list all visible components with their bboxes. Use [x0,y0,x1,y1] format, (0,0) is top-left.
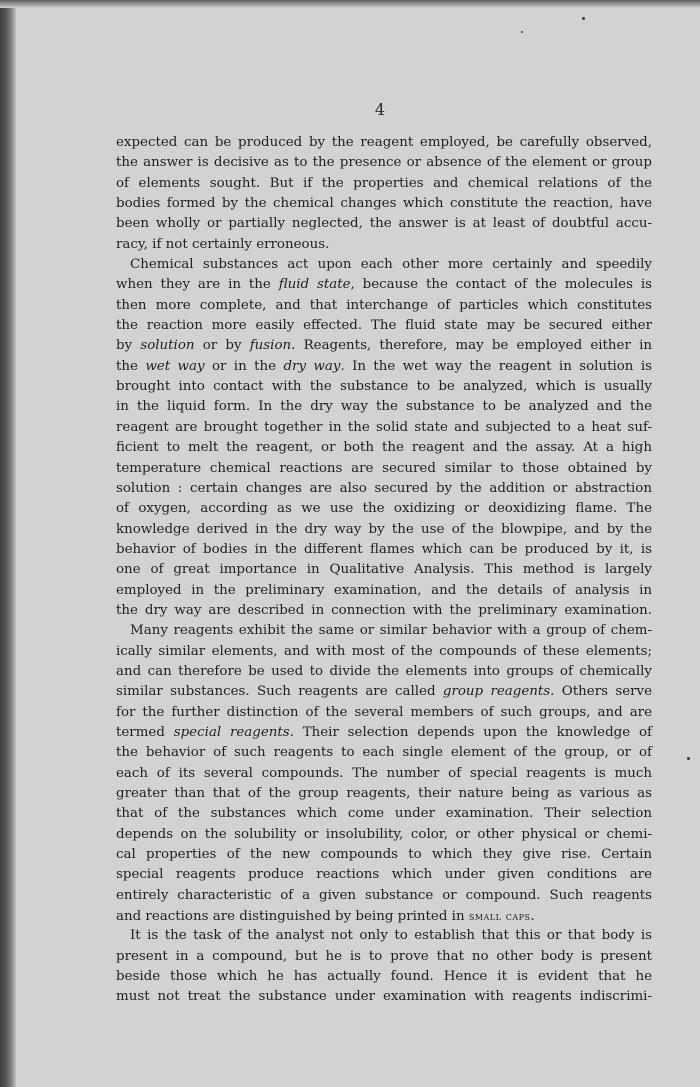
text-line: similar substances. Such reagents are called group reagents. Others serve [116,684,653,700]
text-line: one of great importance in Qualitative Analysis. This method is largely [116,562,652,578]
body-text [116,133,652,1008]
text-line: present in a compound, but he is to prove that no other body is present [116,948,652,964]
text-line: employed in the preliminary examination, and the details of analysis in [116,582,652,598]
text-line: that of the substances which come under examination. Their selection [116,806,652,822]
text-line: the wet way or in the dry way. In the wet way the reagent in solution is [116,358,652,374]
text-line: been wholly or partially neglected, the answer is at least of doubtful accu- [116,216,652,232]
page-number: 4 [374,100,386,119]
text-line: each of its several compounds. The number of special reagents is much [116,765,652,781]
dust-speck [687,757,690,760]
text-line: Chemical substances act upon each other more certainly and speedily [130,257,652,273]
text-line: when they are in the fluid state, because the contact of the molecules is [116,277,652,293]
text-line: knowledge derived in the dry way by the use of the blowpipe, and by the [116,521,652,537]
text-line: by solution or by fusion. Reagents, therefore, may be employed either in [116,338,652,354]
text-line: temperature chemical reactions are secured similar to those obtained by [116,460,652,476]
text-line: the answer is decisive as to the presence or absence of the element or group [116,155,652,171]
text-line: brought into contact with the substance to be analyzed, which is usually [116,379,652,395]
text-line: entirely characteristic of a given substance or compound. Such reagents [116,887,652,903]
text-line: of elements sought. But if the properties and chemical relations of the [116,175,652,191]
text-line: the behavior of such reagents to each single element of the group, or of [116,745,652,761]
text-line: ically similar elements, and with most of the compounds of these elements; [116,643,652,659]
book-spine-shadow [0,0,16,1087]
text-line: depends on the solubility or insolubility, color, or other physical or chemi- [116,826,652,842]
text-line: and can therefore be used to divide the elements into groups of chemically [116,663,652,679]
text-line: cal properties of the new compounds to which they give rise. Certain [116,847,652,863]
text-line: then more complete, and that interchange of particles which constitutes [116,297,652,313]
text-line: in the liquid form. In the dry way the substance to be analyzed and the [116,399,652,415]
text-line: behavior of bodies in the different flames which can be produced by it, is [116,541,652,557]
text-line: the dry way are described in connection with the preliminary examination. [116,602,652,618]
dust-speck [582,17,585,20]
text-line: the reaction more easily effected. The fluid state may be secured either [116,318,652,334]
text-line: beside those which he has actually found. Hence it is evident that he [116,969,652,985]
top-edge-shadow [0,0,700,8]
text-line: It is the task of the analyst not only to establish that this or that body is [130,928,652,944]
text-line: racy, if not certainly erroneous. [116,236,330,252]
text-line: expected can be produced by the reagent employed, be carefully observed, [116,135,652,150]
text-line: of oxygen, according as we use the oxidizing or deoxidizing flame. The [116,501,652,517]
text-line: ficient to melt the reagent, or both the reagent and the assay. At a high [116,440,652,456]
text-line: and reactions are distinguished by being printed in small caps. [116,909,535,925]
text-line: must not treat the substance under examination with reagents indiscrimi- [116,989,652,1005]
text-line: greater than that of the group reagents, their nature being as various as [116,786,652,801]
text-line: special reagents produce reactions which under given conditions are [116,867,652,883]
text-line: bodies formed by the chemical changes which constitute the reaction, have [116,196,652,212]
dust-speck [521,31,523,33]
text-line: solution : certain changes are also secured by the addition or abstraction [116,480,652,496]
text-line: Many reagents exhibit the same or similar behavior with a group of chem- [130,623,652,639]
text-line: reagent are brought together in the solid state and subjected to a heat suf- [116,419,652,435]
text-line: termed special reagents. Their selection depends upon the knowledge of [116,724,653,740]
text-line: for the further distinction of the several members of such groups, and are [116,704,652,720]
